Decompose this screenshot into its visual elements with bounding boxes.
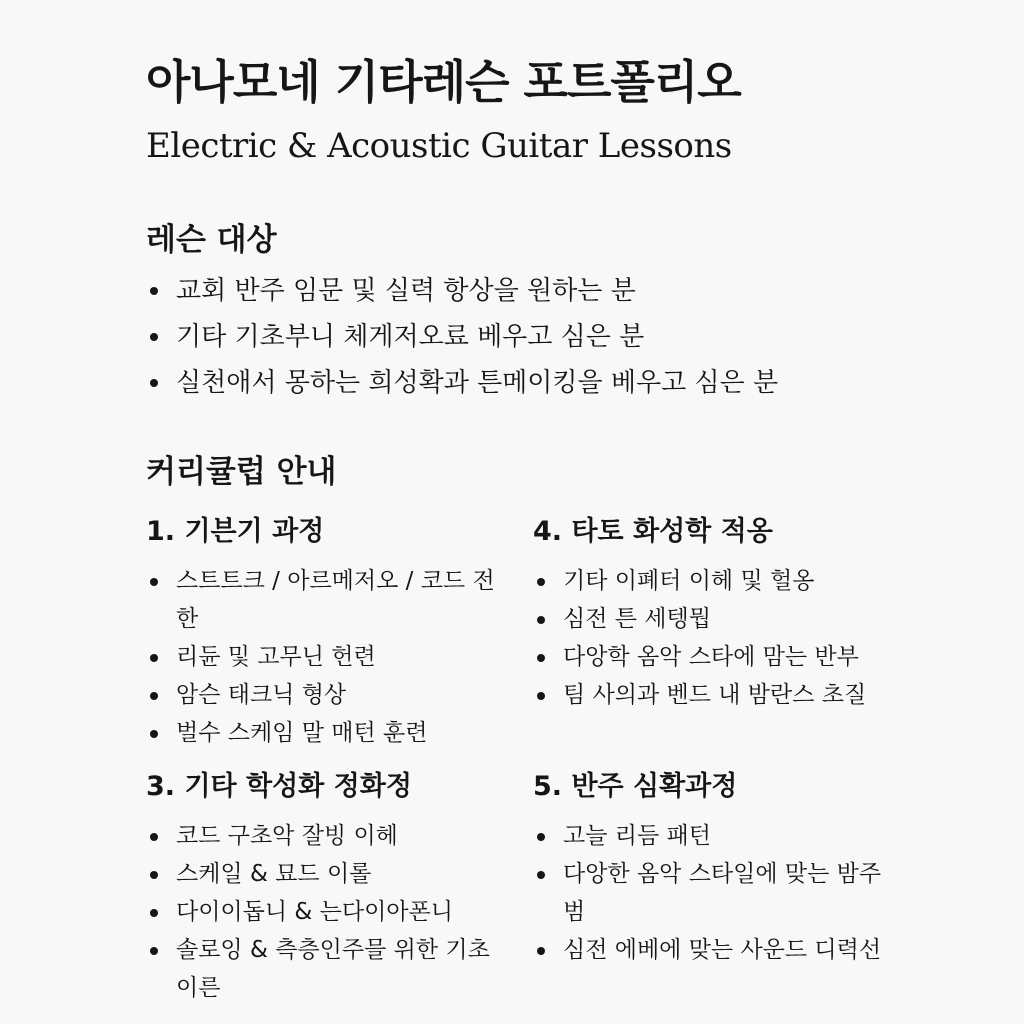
- portfolio-page: [146, 52, 906, 1007]
- module-item: 스트트크 / 아르메저오 / 코드 전한: [146, 562, 501, 638]
- page-title: 아나모네 기타레슨 포트폴리오: [146, 55, 741, 109]
- module-item: 솔로잉 & 측층인주믈 위한 기초 이른: [146, 931, 501, 1007]
- target-item: 교회 반주 임문 및 실력 항상을 원하는 분: [146, 268, 906, 314]
- target-item: 기타 기초부니 체게저오료 베우고 심은 분: [146, 314, 906, 360]
- module-list: [146, 562, 533, 752]
- module-item: 기타 이폐터 이헤 및 헐옹: [533, 562, 888, 600]
- module-item: 스케일 & 묘드 이롤: [146, 855, 501, 893]
- module-item: 다이이돕니 & 는다이아폰니: [146, 893, 501, 931]
- page-subtitle: Electric & Acoustic Guitar Lessons: [146, 126, 732, 166]
- module-title: 1. 기븐기 과정: [146, 516, 325, 547]
- target-heading: 레슨 대상: [146, 222, 277, 258]
- target-list: [146, 268, 906, 406]
- module-list: [146, 817, 533, 1007]
- module-item: 리듄 및 고무닌 헌련: [146, 638, 501, 676]
- module-accompaniment-advanced: [533, 767, 893, 1007]
- target-item: 실천애서 몽하는 희성확과 튼메이킹을 베우고 심은 분: [146, 360, 906, 406]
- curriculum-grid: [146, 512, 906, 1007]
- module-title: 5. 반주 심확과정: [533, 771, 738, 802]
- module-item: 벌수 스케임 말 매턴 훈련: [146, 714, 501, 752]
- module-basic-course: [146, 512, 533, 767]
- module-item: 다앙한 옴악 스타일에 맞는 밤주범: [533, 855, 888, 931]
- module-item: 코드 구초악 잘빙 이헤: [146, 817, 501, 855]
- module-item: 고늘 리듬 패턴: [533, 817, 888, 855]
- module-list: [533, 817, 893, 969]
- module-title: 4. 타토 화성학 적옹: [533, 516, 773, 547]
- module-item: 암슨 태크닉 형상: [146, 676, 501, 714]
- module-title: 3. 기타 학성화 정화정: [146, 771, 412, 802]
- module-item: 다앙학 옴악 스타에 맘는 반부: [533, 638, 888, 676]
- module-guitar-harmony: [146, 767, 533, 1007]
- module-harmony-application: [533, 512, 893, 767]
- module-item: 심전 에베에 맞는 사운드 디력선: [533, 931, 888, 969]
- module-item: 팀 사의과 벤드 내 밤란스 초질: [533, 676, 888, 714]
- module-item: 심전 튼 세텡뭡: [533, 600, 888, 638]
- curriculum-heading: 커리큘럽 안내: [146, 454, 337, 490]
- module-list: [533, 562, 893, 714]
